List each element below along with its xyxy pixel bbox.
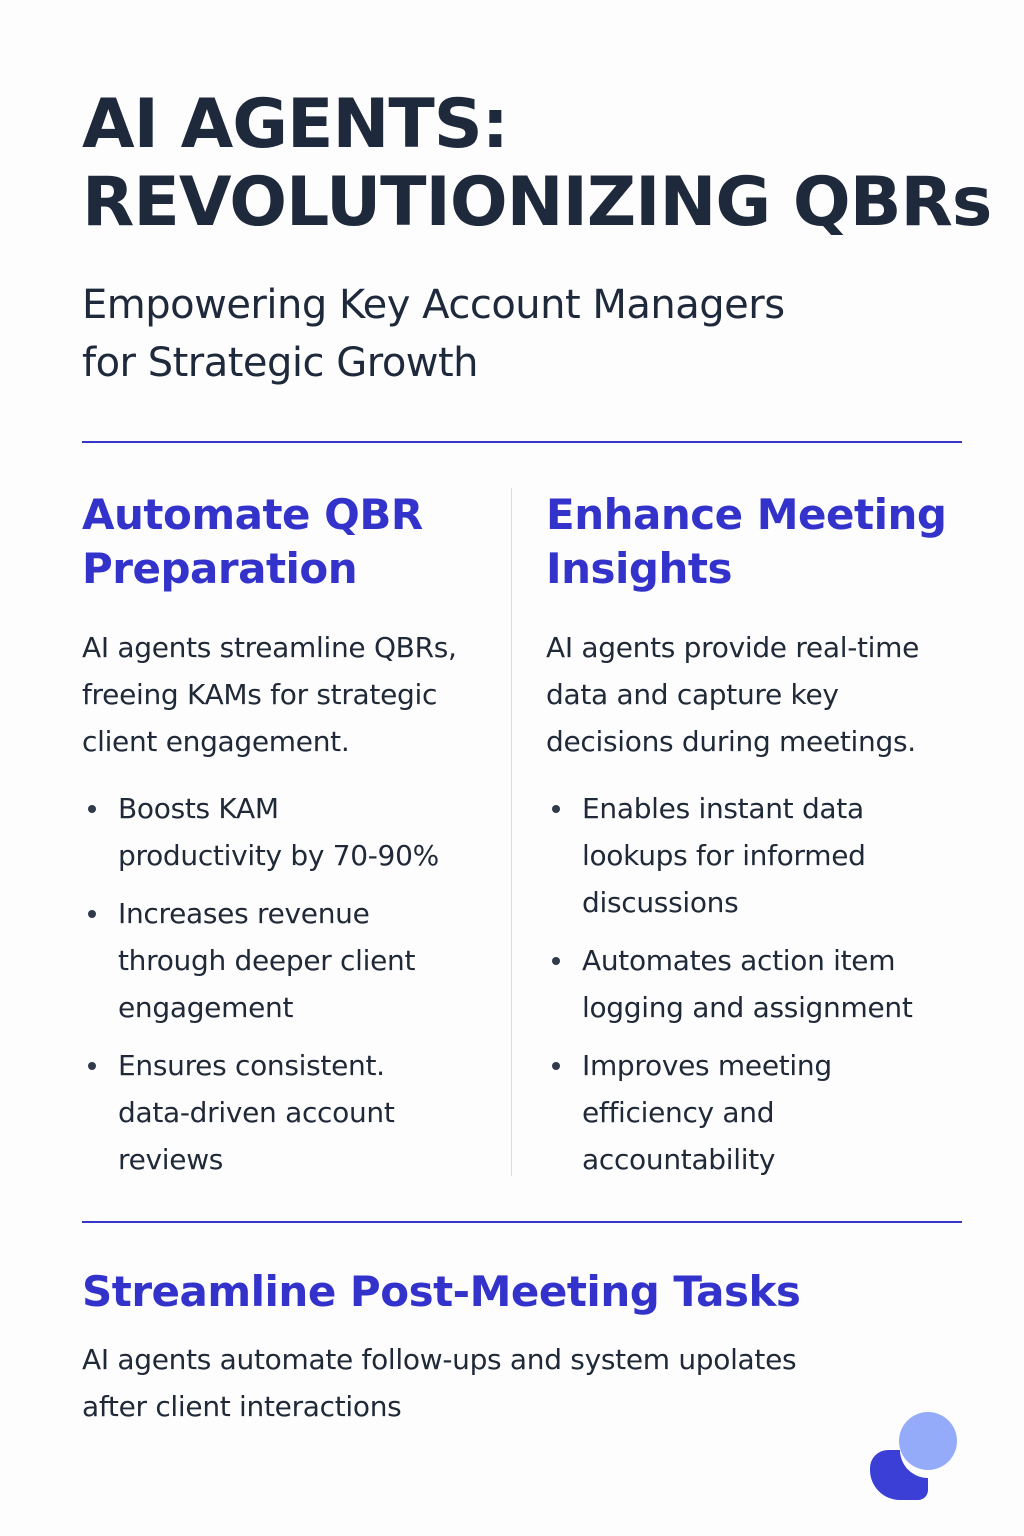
bullet-item: [82, 890, 492, 1031]
bullet-line: Increases revenue: [118, 897, 370, 930]
section-description-line-3: decisions during meetings.: [546, 725, 916, 758]
section-heading-line-1: Enhance Meeting: [546, 490, 947, 539]
bullet-dot-icon: [552, 957, 560, 965]
section-streamline-post-meeting-tasks: [82, 1264, 942, 1430]
bullet-line: reviews: [118, 1143, 224, 1176]
top-divider-rule: [82, 441, 962, 443]
bullet-dot-icon: [552, 1062, 560, 1070]
bullet-dot-icon: [88, 910, 96, 918]
section-enhance-meeting-insights: [546, 488, 966, 1194]
bullet-line: through deeper client: [118, 944, 416, 977]
section-description-line-2: data and capture key: [546, 678, 839, 711]
bullet-item: [546, 1042, 966, 1183]
section-description: [82, 1336, 942, 1430]
bullet-line: productivity by 70-90%: [118, 839, 439, 872]
section-heading-line-2: Preparation: [82, 544, 358, 593]
bullet-line: lookups for informed: [582, 839, 866, 872]
bullet-item: [546, 937, 966, 1031]
column-divider: [511, 488, 512, 1176]
section-heading: Streamline Post-Meeting Tasks: [82, 1267, 801, 1316]
bullet-dot-icon: [88, 805, 96, 813]
bullet-item: [82, 785, 492, 879]
section-heading: [546, 488, 966, 596]
overlapping-circles-logo-icon: [864, 1410, 964, 1502]
bullet-line: efficiency and: [582, 1096, 775, 1129]
bullet-line: Ensures consistent.: [118, 1049, 385, 1082]
bullet-item: [82, 1042, 492, 1183]
page-subtitle-line-2: for Strategic Growth: [82, 340, 479, 386]
page-subtitle-line-1: Empowering Key Account Managers: [82, 282, 785, 328]
section-heading-line-2: Insights: [546, 544, 732, 593]
section-description: [82, 624, 492, 765]
bullet-line: Automates action item: [582, 944, 896, 977]
logo-light-circle: [899, 1412, 957, 1470]
section-description-line-1: AI agents provide real-time: [546, 631, 920, 664]
bullet-dot-icon: [88, 1062, 96, 1070]
page-title-line-1: AI AGENTS:: [82, 85, 508, 164]
bullet-line: logging and assignment: [582, 991, 913, 1024]
bullet-list: [546, 785, 966, 1183]
section-description-line-1: AI agents streamline QBRs,: [82, 631, 457, 664]
bullet-list: [82, 785, 492, 1183]
page-title-line-2: REVOLUTIONIZING QBRs: [82, 163, 992, 242]
bullet-line: Enables instant data: [582, 792, 864, 825]
section-description-line-3: client engagement.: [82, 725, 350, 758]
section-automate-qbr-preparation: [82, 488, 492, 1194]
bullet-dot-icon: [552, 805, 560, 813]
bullet-line: engagement: [118, 991, 294, 1024]
section-description: [546, 624, 966, 765]
bullet-line: Boosts KAM: [118, 792, 279, 825]
bullet-line: accountability: [582, 1143, 776, 1176]
page-subtitle: [82, 276, 942, 392]
section-heading-line-1: Automate QBR: [82, 490, 423, 539]
bullet-item: [546, 785, 966, 926]
bullet-line: discussions: [582, 886, 739, 919]
section-description-line-2: freeing KAMs for strategic: [82, 678, 438, 711]
bullet-line: Improves meeting: [582, 1049, 832, 1082]
section-heading: [82, 488, 492, 596]
section-description-line-1: AI agents automate follow-ups and system upolates: [82, 1343, 797, 1376]
bottom-divider-rule: [82, 1221, 962, 1223]
section-description-line-2: after client interactions: [82, 1390, 402, 1423]
page-title: [82, 86, 1002, 242]
bullet-line: data-driven account: [118, 1096, 395, 1129]
